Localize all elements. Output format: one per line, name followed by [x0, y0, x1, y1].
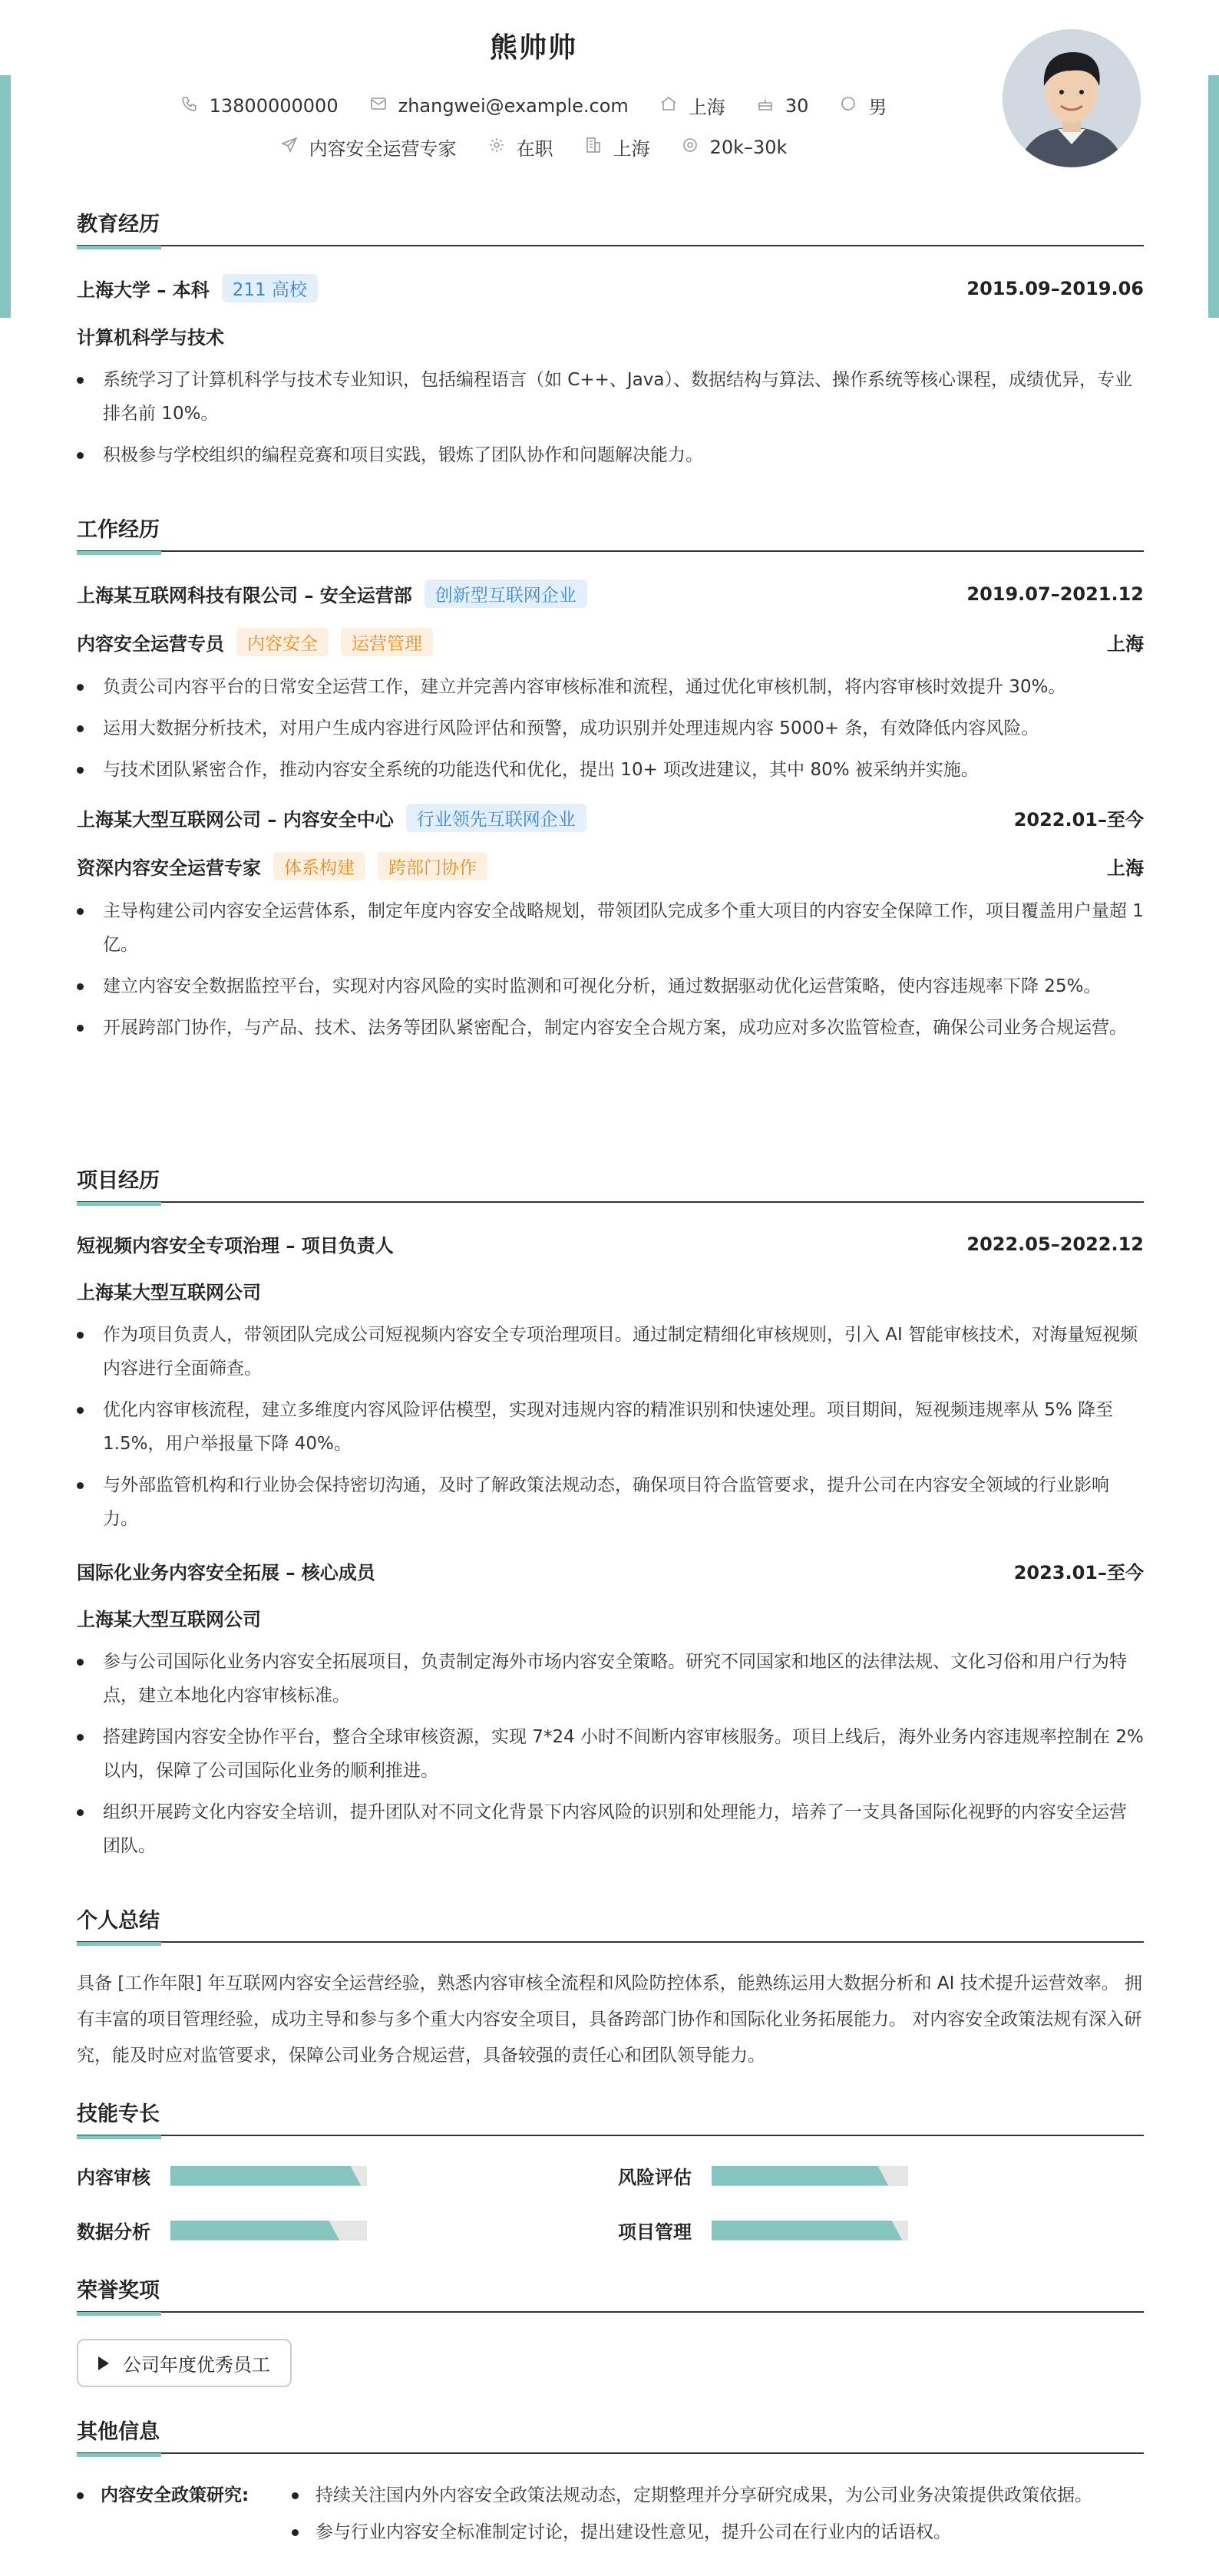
job-1-header [77, 580, 1144, 608]
job-2-header [77, 804, 1144, 832]
awards-title: 荣誉奖项 [77, 2274, 1144, 2313]
phone-text: 13800000000 [209, 94, 339, 117]
position-item [280, 134, 457, 160]
list-item: 系统学习了计算机科学与技术专业知识，包括编程语言（如 C++、Java）、数据结构与算法、操作系统等核心课程，成绩优异，专业排名前 10%。 [77, 363, 1144, 431]
job-2-role-tag: 跨部门协作 [378, 852, 487, 880]
skill-bar-fill [712, 2221, 902, 2241]
summary-section [77, 1904, 1144, 2074]
list-item: 开展跨部门协作，与产品、技术、法务等团队紧密配合，制定内容安全合规方案，成功应对多次监管检查，确保公司业务合规运营。 [77, 1011, 1144, 1045]
projects-title: 项目经历 [77, 1164, 1144, 1203]
other-section [77, 2415, 1144, 2551]
project-1-bullets [77, 1318, 1144, 1536]
job-2-location: 上海 [1107, 857, 1144, 879]
awards-section [77, 2274, 1144, 2387]
city-text: 上海 [688, 97, 725, 118]
left-accent-bar [0, 75, 11, 318]
project-2-name: 国际化业务内容安全拓展 – 核心成员 [77, 1562, 375, 1584]
contact-row [77, 92, 990, 119]
avatar [1003, 29, 1141, 167]
money-icon [681, 136, 699, 159]
skill-name: 数据分析 [77, 2221, 150, 2243]
skill-bar [712, 2221, 908, 2241]
education-row [77, 274, 1144, 302]
gender-item [839, 92, 887, 119]
skill-name: 内容审核 [77, 2167, 150, 2188]
project-2-bullets [77, 1645, 1144, 1863]
education-title: 教育经历 [77, 207, 1144, 246]
salary-text: 20k–30k [709, 136, 788, 158]
project-2-org-row [77, 1604, 1144, 1631]
job-1-location: 上海 [1107, 633, 1144, 655]
project-2-period: 2023.01–至今 [1013, 1562, 1144, 1584]
other-value [292, 2514, 951, 2551]
project-2-org: 上海某大型互联网公司 [77, 1609, 261, 1630]
skill-item [618, 2217, 1144, 2244]
candidate-name: 熊帅帅 [489, 32, 577, 64]
list-item: 运用大数据分析技术，对用户生成内容进行风险评估和预警，成功识别并处理违规内容 5000+ 条，有效降低内容风险。 [77, 712, 1144, 745]
education-section [77, 207, 1144, 480]
status-item [487, 134, 553, 160]
job-1-company-tag: 创新型互联网企业 [425, 580, 587, 608]
job-2-company: 上海某大型互联网公司 – 内容安全中心 [77, 809, 394, 831]
list-item: 参与公司国际化业务内容安全拓展项目，负责制定海外市场内容安全策略。研究不同国家和地区的法律法规、文化习俗和用户行为特点，建立本地化内容审核标准。 [77, 1645, 1144, 1712]
gender-icon [839, 94, 857, 117]
list-item: 组织开展跨文化内容安全培训，提升团队对不同文化背景下内容风险的识别和处理能力，培养了一支具备国际化视野的内容安全运营团队。 [77, 1795, 1144, 1863]
bullet-dot [292, 2492, 299, 2499]
list-item: 积极参与学校组织的编程竞赛和项目实践，锻炼了团队协作和问题解决能力。 [77, 438, 1144, 472]
other-content [77, 2477, 1144, 2551]
job-2-role-row [77, 852, 1144, 880]
skill-bar [170, 2221, 367, 2241]
education-period: 2015.09–2019.06 [966, 277, 1144, 299]
job-2-bullets [77, 894, 1144, 1045]
skill-bar-fill [170, 2166, 361, 2186]
target-city-item [584, 134, 650, 160]
project-1-name: 短视频内容安全专项治理 – 项目负责人 [77, 1235, 394, 1257]
project-1-org-row [77, 1277, 1144, 1304]
email-text: zhangwei@example.com [398, 94, 629, 117]
job-1-company: 上海某互联网科技有限公司 – 安全运营部 [77, 585, 412, 606]
skills-title: 技能专长 [77, 2097, 1144, 2136]
other-row [77, 2477, 1144, 2514]
skill-item [618, 2162, 1144, 2189]
other-key-text: 内容安全政策研究: [101, 2485, 249, 2505]
job-1-role-tag: 内容安全 [236, 628, 329, 656]
city-item [659, 92, 725, 119]
play-icon [98, 2356, 109, 2370]
job-1-role-row [77, 628, 1144, 656]
target-city-text: 上海 [613, 138, 650, 160]
job-1-period: 2019.07–2021.12 [966, 583, 1144, 605]
list-item: 建立内容安全数据监控平台，实现对内容风险的实时监测和可视化分析，通过数据驱动优化运营策略，使内容违规率下降 25%。 [77, 969, 1144, 1003]
building-icon [584, 136, 603, 159]
project-1-org: 上海某大型互联网公司 [77, 1282, 261, 1303]
bullet-dot [77, 2492, 84, 2499]
send-icon [280, 136, 299, 159]
education-bullets [77, 363, 1144, 472]
skills-section [77, 2097, 1144, 2244]
award-text: 公司年度优秀员工 [123, 2354, 270, 2376]
skill-item [77, 2162, 618, 2189]
list-item: 负责公司内容平台的日常安全运营工作，建立并完善内容审核标准和流程，通过优化审核机制，将内容审核时效提升 30%。 [77, 670, 1144, 704]
skill-item [77, 2217, 618, 2244]
phone-icon [180, 94, 199, 117]
projects-section [77, 1164, 1144, 1871]
job-1-role-tag: 运营管理 [341, 628, 433, 656]
other-value-text: 参与行业内容安全标准制定讨论，提出建设性意见，提升公司在行业内的话语权。 [315, 2522, 951, 2542]
age-item [756, 94, 809, 117]
skill-bar [170, 2166, 367, 2186]
summary-text: 具备 [工作年限] 年互联网内容安全运营经验，熟悉内容审核全流程和风险防控体系，能熟练运用大数据分析和 AI 技术提升运营效率。 拥有丰富的项目管理经验，成功主导和参与多个重大内容安全项目，具备跨部门协作和国际化业务拓展能力。 对内容安全政策法规有深入研究，能及时应对监管要求，保障公司业务合规运营，具备较强的责任心和团队领导能力。 [77, 1973, 1143, 2066]
other-title: 其他信息 [77, 2415, 1144, 2454]
job-2-company-tag: 行业领先互联网企业 [406, 804, 586, 832]
skill-name: 风险评估 [618, 2167, 692, 2188]
gender-text: 男 [868, 97, 887, 118]
right-accent-bar [1208, 75, 1219, 318]
project-1-period: 2022.05–2022.12 [966, 1233, 1144, 1255]
mail-icon [369, 94, 388, 117]
skill-bar-fill [170, 2221, 339, 2241]
job-intent-row [77, 134, 990, 160]
other-value-text: 持续关注国内外内容安全政策法规动态，定期整理并分享研究成果，为公司业务决策提供政策依据。 [315, 2485, 1092, 2505]
work-section [77, 513, 1144, 1052]
job-1-bullets [77, 670, 1144, 787]
list-item: 作为项目负责人，带领团队完成公司短视频内容安全专项治理项目。通过制定精细化审核规则，引入 AI 智能审核技术，对海量短视频内容进行全面筛查。 [77, 1318, 1144, 1385]
job-2-role: 资深内容安全运营专家 [77, 857, 261, 879]
school-name: 上海大学 – 本科 [77, 279, 210, 301]
skill-name: 项目管理 [618, 2221, 692, 2243]
skill-bar-fill [712, 2166, 888, 2186]
email-item [369, 94, 629, 117]
list-item: 与外部监管机构和行业协会保持密切沟通，及时了解政策法规动态，确保项目符合监管要求，提升公司在内容安全领域的行业影响力。 [77, 1468, 1144, 1536]
project-1-header [77, 1230, 1144, 1257]
age-icon [756, 94, 775, 117]
skills-grid [77, 2162, 1144, 2244]
summary-title: 个人总结 [77, 1904, 1144, 1943]
list-item: 主导构建公司内容安全运营体系，制定年度内容安全战略规划，带领团队完成多个重大项目的内容安全保障工作，项目覆盖用户量超 1 亿。 [77, 894, 1144, 962]
major-row [77, 322, 1144, 349]
bullet-dot [292, 2529, 299, 2536]
home-icon [659, 94, 678, 117]
other-key [77, 2477, 292, 2514]
list-item: 优化内容审核流程，建立多维度内容风险评估模型，实现对违规内容的精准识别和快速处理。项目期间，短视频违规率从 5% 降至 1.5%，用户举报量下降 40%。 [77, 1393, 1144, 1461]
other-row [77, 2514, 1144, 2551]
job-1-role: 内容安全运营专员 [77, 633, 224, 655]
job-2-role-tag: 体系构建 [273, 852, 365, 880]
school-tag: 211 高校 [222, 274, 318, 302]
work-title: 工作经历 [77, 513, 1144, 552]
project-2-header [77, 1557, 1144, 1584]
position-text: 内容安全运营专家 [309, 138, 457, 160]
major-name: 计算机科学与技术 [77, 327, 224, 348]
skill-bar [712, 2166, 908, 2186]
salary-item [681, 136, 788, 159]
other-value [292, 2477, 1092, 2514]
list-item: 搭建跨国内容安全协作平台，整合全球审核资源，实现 7*24 小时不间断内容审核服务。项目上线后，海外业务内容违规率控制在 2% 以内，保障了公司国际化业务的顺利推进。 [77, 1720, 1144, 1788]
award-badge [77, 2339, 292, 2387]
job-2-period: 2022.01–至今 [1013, 809, 1144, 831]
age-text: 30 [785, 94, 809, 117]
phone-item [180, 94, 339, 117]
list-item: 与技术团队紧密合作，推动内容安全系统的功能迭代和优化，提出 10+ 项改进建议，其中 80% 被采纳并实施。 [77, 753, 1144, 787]
status-icon [487, 136, 506, 159]
status-text: 在职 [516, 138, 553, 160]
